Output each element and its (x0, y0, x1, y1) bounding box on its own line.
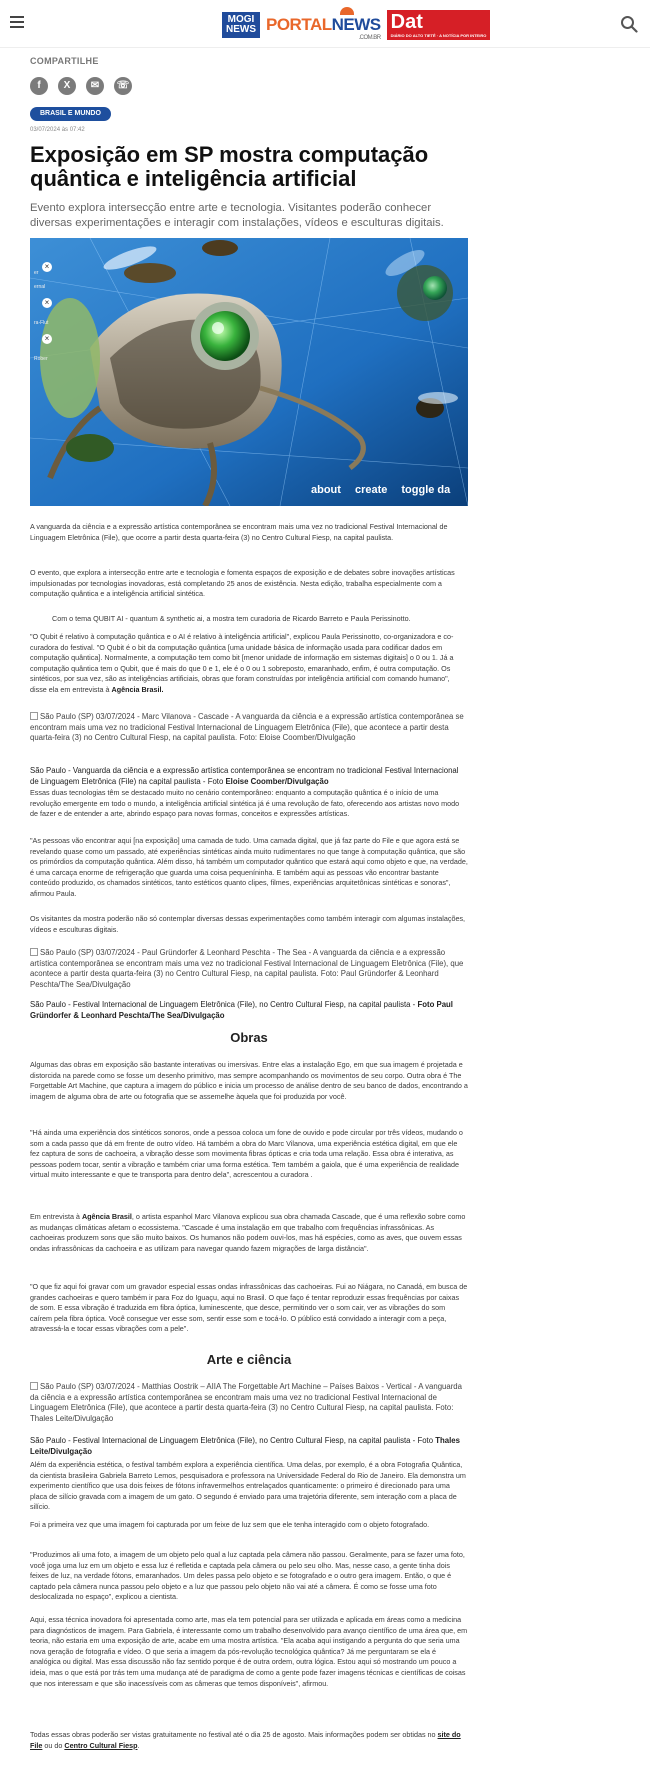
credit-author: Foto Paul Gründorfer & Leonhard Peschta/The Sea/Divulgação (30, 1000, 453, 1020)
caption-text: São Paulo (SP) 03/07/2024 - Marc Vilanova - Cascade - A vanguarda da ciência e a expressão artística contemporânea se encontram mais uma vez no tradicional Festival Internacional de Linguagem Eletrônica (File), que acontece a partir desta quarta-feira (3) no Centro Cultural Fiesp, na capital paulista. Foto: Eloise Coomber/Divulgação (30, 712, 464, 743)
x-share-icon[interactable]: X (58, 77, 76, 95)
broken-image-icon (30, 712, 38, 720)
body-paragraph: Os visitantes da mostra poderão não só contemplar diversas dessas experimentações como também interagir com algumas instalações, vídeos e esculturas digitais. (30, 914, 466, 934)
dat-logo[interactable] (387, 10, 491, 40)
body-paragraph: Algumas das obras em exposição são bastante interativas ou imersivas. Entre elas a instalação Ego, em que sua imagem é projetada e distorcida na parede como se fosse um desenho primitivo, mas sempre acompanhando os movimentos de seu corpo. Outra obra é The Forgettable Art Machine, que captura a imagem do público e inicia um processo de análise dentro de seu banco de dados, encontrando a imagem de alguma obra de arte ou fotografia que se assemelhe àquela que foi produzida por você. (30, 1060, 468, 1101)
caption-text: São Paulo (SP) 03/07/2024 - Matthias Oostrik – AIIA The Forgettable Art Machine – Países Baixos - Vertical - A vanguarda da ciência e a expressão artística contemporânea se encontram mais uma vez no tradicional Festival Internacional de Linguagem Eletrônica (File), que acontece a partir desta quarta-feira (3) no Centro Cultural Fiesp, na capital paulista. Foto: Thales Leite/Divulgação (30, 1382, 462, 1423)
hamburger-menu-icon[interactable] (10, 16, 24, 28)
caption-text: São Paulo (SP) 03/07/2024 - Paul Gründorfer & Leonhard Peschta - The Sea - A vanguarda da ciência e a expressão artística contemporânea se encontram mais uma vez no tradicional Festival Internacional de Linguagem Eletrônica (File), que acontece a partir desta quarta-feira (3) no Centro Cultural Fiesp, na capital paulista. Foto: Paul Gründorfer & Leonhard Peschta/The Sea/Divulgação (30, 948, 464, 989)
body-paragraph: O evento, que explora a intersecção entre arte e tecnologia e fomenta espaços de exposição e de debates sobre inovações artísticas impulsionadas por tecnologias inovadoras, está completando 25 anos de existência. Nesta edição, trabalha especialmente com a computação quântica e a inteligência artificial sintética. (30, 568, 455, 599)
close-icon[interactable]: × (42, 298, 52, 308)
body-paragraph: A vanguarda da ciência e a expressão artística contemporânea se encontram mais uma vez no tradicional Festival Internacional de Linguagem Eletrônica (File), que ocorre a partir desta quarta-feira (3) no Centro Cultural Fiesp, na capital paulista. (30, 522, 448, 542)
para-text: Todas essas obras poderão ser vistas gratuitamente no festival até o dia 25 de agosto. Mais informações podem ser obtidas no (30, 1730, 436, 1739)
dat-logo-text: Dat (390, 11, 423, 33)
para-text: Em entrevista à (30, 1212, 80, 1221)
broken-image-icon (30, 1382, 38, 1390)
portal-logo-domain: .COM.BR (358, 35, 381, 41)
credit-text: São Paulo - Festival Internacional de Linguagem Eletrônica (File), no Centro Cultural Fiesp, na capital paulista - Foto (30, 1436, 434, 1445)
about-link[interactable]: about (311, 484, 341, 496)
para-text: ou do (44, 1740, 63, 1750)
body-paragraph (30, 1730, 468, 1751)
close-icon[interactable]: × (42, 262, 52, 272)
hero-overlay-label: ra-Flut (34, 320, 49, 326)
portal-logo-text-2: NEWS (331, 15, 381, 34)
body-paragraph (30, 1212, 468, 1254)
section-heading-arte-e-ciencia: Arte e ciência (206, 1352, 292, 1367)
agencia-brasil-credit: Agência Brasil (81, 1212, 132, 1221)
top-bar (0, 0, 650, 48)
email-share-icon[interactable]: ✉ (86, 77, 104, 95)
close-icon[interactable]: × (42, 334, 52, 344)
photo-credit-2 (30, 1000, 468, 1021)
hero-overlay-label: Rober (34, 356, 48, 362)
credit-text: São Paulo - Vanguarda da ciência e a expressão artística contemporânea se encontram no tradicional Festival Internacional de Linguagem Eletrônica (File) na capital paulista - Foto (30, 766, 459, 786)
portal-news-logo[interactable] (266, 15, 381, 41)
search-icon[interactable] (620, 15, 638, 33)
body-paragraph: "Produzimos ali uma foto, a imagem de um objeto pelo qual a luz captada pela câmera não passou. Geralmente, para se fazer uma foto, você joga uma luz em um objeto e essa luz é refletida e captada pela câmera ou pelo seu olho. Mas, nesse caso, a gente tinha dois feixes de luz, na verdade fótons, emaranhados. Um deles passa pelo objeto e se fotografado e o outro gera imagem. Então, o que é captado pela câmera nunca passou pelo objeto e a luz que passou pelo objeto não vai até a câmera. É como se fosse uma foto deslocalizada no espaço", explicou a cientista. (30, 1550, 465, 1602)
mogi-news-logo[interactable]: MOGI NEWS (222, 12, 260, 38)
credit-author: Eloise Coomber/Divulgação (225, 776, 329, 786)
toggle-link[interactable]: toggle da (401, 484, 451, 496)
dat-logo-tagline: DIÁRIO DO ALTO TIETÊ · A NOTÍCIA POR INTEIRO (390, 33, 487, 38)
site-logos[interactable] (222, 9, 490, 41)
body-paragraph: "Há ainda uma experiência dos sintéticos sonoros, onde a pessoa coloca um fone de ouvido e pode circular por três vídeos, mudando o som a cada passo que dá em frente de outro vídeo. Há também a obra do Marc Vilanova, uma experiência estética digital, em que ele fez captura de sons de cachoeira, a vibração desse som movimenta fibras ópticas e cria toda uma relação. Essa obra é interativa, as pessoas podem tocar, sentir a vibração e também criar uma forma estética. Tem também a gaiola, que é uma experiência de realidade virtual muito interessante e que te transporta para dentro dela", acrescentou a curadora . (30, 1128, 463, 1180)
share-title: COMPARTILHE (30, 56, 99, 66)
create-link[interactable]: create (354, 484, 388, 496)
body-paragraph: "O que fiz aqui foi gravar com um gravador especial essas ondas infrassônicas das cachoeiras. Fui ao Niágara, no Canadá, em busca de grandes cachoeiras e quero também ir para Foz do Iguaçu, aqui no Brasil. O que faço é tentar reproduzir essas frequências por caixas de som. E essa vibração é traduzida em fibra óptica, luminescente, que desce, permitindo ver o som cair, ver as vibrações do som caírem pela fibra óptica. Você consegue ver esse som, sentir esse som e tocá-lo. O público está convidado a interagir com a peça, atravessá-la e tocar essas vibrações com a pele". (30, 1282, 468, 1334)
para-text: . (137, 1740, 140, 1750)
body-paragraph (30, 632, 468, 696)
hero-overlay-label: er (34, 270, 39, 276)
body-paragraph: Aqui, essa técnica inovadora foi apresentada como arte, mas ela tem potencial para ser utilizada e aplicada em áreas como a medicina para diagnósticos de imagem. Para Gabriela, é interessante como um trabalho desenvolvido para avanço científico de uma área que, em teoria, não estaria em uma exposição de arte, acabe em uma mostra artística. "Ela acaba aqui instigando a pergunta do que seria uma nova geração de fotografia e vídeo. O que seria a imagem da pós-revolução tecnológica quântica? Já me perguntaram se ela é analógica ou digital. Mas essa discussão não faz sentido porque é de outra ordem, outra lógica. Estou aqui só mostrando um pouco a ideia, mas o que está por trás tem uma mudança até de paradigma de como a gente pode fazer imagens técnicas e científicas de coisas que nos interessam e que são inacessíveis com as câmeras que temos disponíveis", afirmou. (30, 1615, 468, 1688)
file-site-link[interactable]: site do File (30, 1730, 461, 1750)
whatsapp-share-icon[interactable]: ☏ (114, 77, 132, 95)
hero-overlay-label: ernal (34, 284, 46, 290)
article-subtitle: Evento explora intersecção entre arte e tecnologia. Visitantes poderão conhecer diversas experimentações e interagir com instalações, vídeos e esculturas digitais. (30, 202, 444, 229)
fiesp-site-link[interactable]: Centro Cultural Fiesp (64, 1740, 138, 1750)
body-paragraph: Com o tema QUBIT AI - quantum & synthetic ai, a mostra tem curadoria de Ricardo Barreto e Paula Perissinotto. (52, 614, 411, 623)
portal-news-logo-mark (340, 7, 354, 15)
hero-image (30, 238, 468, 506)
quote-text: "O Qubit é relativo à computação quântica e o AI é relativo à inteligência artificial", explicou Paula Perissinotto, co-organizadora e co-curadora do festival. "O Qubit é o bit da computação quântica [uma unidade básica de informação usada para codificar dados em computação quântica]. Normalmente, a computação tem como bit [menor unidade de informação em sistemas digitais] o 0 ou 1. Já a computação quântica tem o Qubit, que é mais do que 0 e 1, ele é o 0 ou 1 sobreposto, emaranhado, enfim, é outra computação. Os sintéticos, por sua vez, são as inteligências artificiais, obras que foram construídas por inteligência artificial com comando humano", disse ela em entrevista à (30, 632, 454, 694)
publish-date: 03/07/2024 às 07:42 (30, 127, 85, 133)
section-heading-obras: Obras (230, 1030, 268, 1045)
photo-credit-1 (30, 766, 468, 787)
body-paragraph: Foi a primeira vez que uma imagem foi capturada por um feixe de luz sem que ele tenha interagido com o objeto fotografado. (30, 1520, 430, 1529)
credit-text: São Paulo - Festival Internacional de Linguagem Eletrônica (File), no Centro Cultural Fiesp, na capital paulista - (30, 1000, 416, 1009)
facebook-share-icon[interactable]: f (30, 77, 48, 95)
category-badge[interactable]: BRASIL E MUNDO (30, 107, 111, 121)
body-paragraph: "As pessoas vão encontrar aqui [na exposição] uma camada de tudo. Uma camada digital, que já faz parte do File e que agora está se revelando quase como um passado, até experiências sintéticas ainda muito rudimentares no que tange à computação quântica, que são os primórdios da computação quântica. Além disso, há também um computador quântico que estará aqui como objeto e que, na verdade, é uma carcaça enorme de refrigeração que guarda uma coisa pequeníninha. E também aqui as pessoas vão encontrar bastante conteúdo produzido, os chamados sintéticos, tanto estéticos quanto clipes, filmes, experiências arquitetônicas sintéticas e sonoras", afirmou Paula. (30, 836, 468, 898)
image-caption-3 (30, 1382, 468, 1424)
body-paragraph: Essas duas tecnologias têm se destacado muito no cenário contemporâneo: enquanto a computação quântica é o início de uma revolução emergente em todo o mundo, a inteligência artificial sintética já é uma revolução de fato, oferecendo aos artistas novo modo de fazer e de entender a arte, abrindo espaço para novas formas, conceitos e expressões artísticas. (30, 788, 460, 819)
share-buttons (30, 77, 132, 95)
article-title: Exposição em SP mostra computação quântica e inteligência artificial (30, 142, 429, 191)
hero-illustration (30, 238, 468, 506)
image-caption-2 (30, 948, 468, 990)
credit-author: Thales Leite/Divulgação (30, 1436, 460, 1456)
photo-credit-3 (30, 1436, 468, 1457)
hero-link-row (311, 484, 450, 496)
portal-logo-text-1: PORTAL (266, 15, 332, 34)
broken-image-icon (30, 948, 38, 956)
image-caption-1 (30, 712, 468, 744)
agencia-brasil-credit: Agência Brasil. (111, 684, 164, 694)
body-paragraph: Além da experiência estética, o festival também explora a experiência científica. Uma delas, por exemplo, é a obra Fotografia Quântica, da cientista brasileira Gabriela Barreto Lemos, pesquisadora e professora na Universidade Federal do Rio de Janeiro. Ela demonstra um experimento científico que usa dois feixes de fótons infravermelhos entrelaçados quanticamente: o primeiro é direcionado para uma placa de silício gravada com a imagem de um gato. O segundo é enviado para uma trajetória diferente, sem interação com a placa de silício. (30, 1460, 466, 1512)
para-text: , o artista espanhol Marc Vilanova explicou sua obra chamada Cascade, que é uma reflexão sobre como as mudanças climáticas afetam o ecossistema. "Cascade é uma instalação em que trabalho com frequências infrassônicas. As cachoeiras produzem sons que são muito baixos. Os humanos não podem ouvi-los, mas há espécies, como as aves, que ouvem essas ondas infrassônicas da cachoeira e as utilizam para navegar quando fazem migrações de larga distância". (30, 1212, 466, 1253)
